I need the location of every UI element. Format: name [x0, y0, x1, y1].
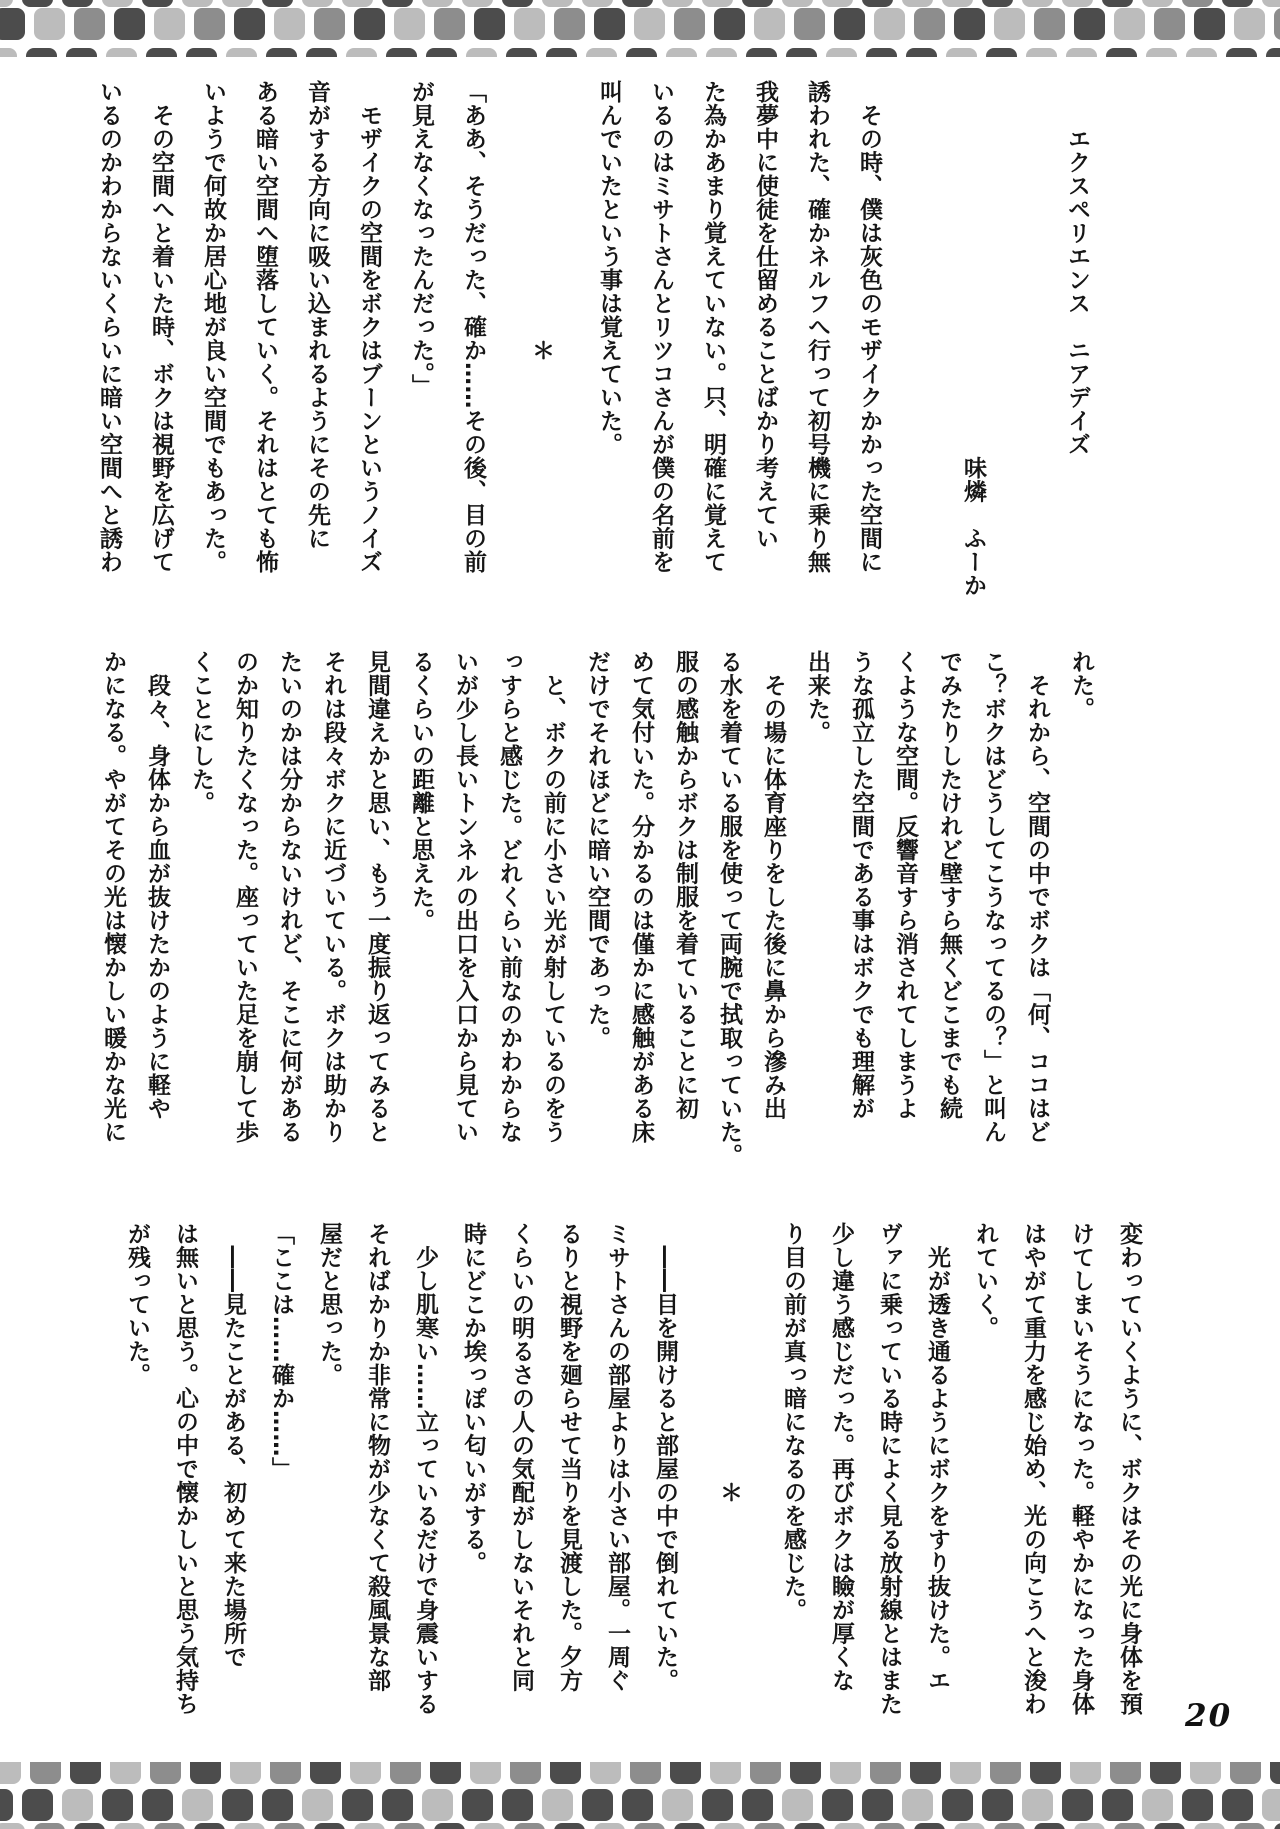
text-column: 「ここは……確か……」 [268, 1222, 294, 1481]
mosaic-tile [990, 1762, 1021, 1784]
mosaic-tile [714, 1823, 745, 1829]
text-column: いるのはミサトさんとリツコさんが僕の名前を [648, 80, 674, 574]
text-column: が見えなくなったんだった。」 [408, 80, 434, 398]
mosaic-tile [546, 48, 577, 57]
mosaic-tile [382, 0, 413, 7]
mosaic-tile [674, 1823, 705, 1829]
mosaic-tile [702, 1789, 733, 1821]
mosaic-tile [194, 1823, 225, 1829]
mosaic-tile [986, 48, 1017, 57]
mosaic-tile [182, 0, 213, 7]
text-column: ヴァに乗っている時によく見る放射線とはまた [876, 1222, 902, 1716]
mosaic-tile [1262, 0, 1280, 7]
mosaic-tile [1030, 1762, 1061, 1784]
text-column: 出来た。 [804, 650, 830, 744]
mosaic-tile [702, 0, 733, 7]
mosaic-tile [746, 48, 777, 57]
mosaic-tile [342, 1789, 373, 1821]
text-column: のか知りたくなった。座っていた足を崩して歩 [232, 650, 258, 1144]
text-column: れた。 [1068, 650, 1094, 721]
mosaic-tile [1142, 0, 1173, 7]
bottom-mosaic-border [0, 1762, 1280, 1829]
mosaic-tile [750, 1762, 781, 1784]
mosaic-tile [1226, 48, 1257, 57]
text-column: たいのかは分からないけれど、そこに何がある [276, 650, 302, 1144]
mosaic-tile [622, 0, 653, 7]
text-column: めて気付いた。分かるのは僅かに感触がある床 [628, 650, 654, 1144]
mosaic-tile [914, 8, 945, 40]
page-number: 20 [1185, 1698, 1233, 1734]
mosaic-tile [474, 8, 505, 40]
mosaic-tile [0, 1823, 25, 1829]
mosaic-row [0, 1823, 1280, 1829]
mosaic-tile [194, 8, 225, 40]
mosaic-tile [462, 0, 493, 7]
mosaic-tile [394, 8, 425, 40]
mosaic-tile [742, 0, 773, 7]
text-column: 服の感触からボクは制服を着ていることに初 [672, 650, 698, 1120]
text-column: り目の前が真っ暗になるのを感じた。 [780, 1222, 806, 1622]
mosaic-tile [62, 0, 93, 7]
text-band-bottom [113, 1222, 1153, 1752]
text-column: いが少し長いトンネルの出口を入口から見てい [452, 650, 478, 1144]
mosaic-tile [514, 8, 545, 40]
mosaic-tile [502, 1789, 533, 1821]
mosaic-tile [430, 1762, 461, 1784]
text-column: ――見たことがある、初めて来た場所で [220, 1222, 246, 1669]
text-column: 時にどこか埃っぽい匂いがする。 [460, 1222, 486, 1575]
mosaic-tile [594, 1823, 625, 1829]
mosaic-tile [586, 48, 617, 57]
mosaic-tile [542, 0, 573, 7]
mosaic-tile [590, 1762, 621, 1784]
mosaic-tile [1190, 1762, 1221, 1784]
text-column: そればかりか非常に物が少なくて殺風景な部 [364, 1222, 390, 1692]
mosaic-tile [466, 48, 497, 57]
mosaic-tile [1270, 1762, 1280, 1784]
mosaic-tile [946, 48, 977, 57]
mosaic-tile [342, 0, 373, 7]
mosaic-tile [982, 1789, 1013, 1821]
mosaic-tile [150, 1762, 181, 1784]
mosaic-tile [1110, 1762, 1141, 1784]
mosaic-tile [942, 0, 973, 7]
mosaic-tile [146, 48, 177, 57]
mosaic-tile [954, 8, 985, 40]
text-column: くらいの明るさの人の気配がしないそれと同 [508, 1222, 534, 1692]
mosaic-tile [394, 1823, 425, 1829]
mosaic-tile [354, 1823, 385, 1829]
section-separator: ＊ [716, 1222, 742, 1504]
mosaic-tile [302, 0, 333, 7]
mosaic-tile [1222, 0, 1253, 7]
mosaic-tile [834, 8, 865, 40]
mosaic-tile [670, 1762, 701, 1784]
mosaic-tile [102, 1789, 133, 1821]
mosaic-tile [582, 1789, 613, 1821]
mosaic-tile [914, 1823, 945, 1829]
mosaic-tile [1266, 48, 1280, 57]
text-column: 誘われた、確かネルフへ行って初号機に乗り無 [804, 80, 830, 574]
mosaic-tile [470, 1762, 501, 1784]
text-column: ――目を開けると部屋の中で倒れていた。 [652, 1222, 678, 1692]
text-column: エクスペリエンス ニアデイズ [1064, 80, 1090, 456]
text-column: くような空間。反響音すら消されてしまうよ [892, 650, 918, 1120]
mosaic-row [0, 8, 1280, 40]
text-column: うな孤立した空間である事はボクでも理解が [848, 650, 874, 1120]
mosaic-tile [0, 0, 13, 7]
mosaic-tile [142, 0, 173, 7]
mosaic-tile [66, 48, 97, 57]
text-column: るくらいの距離と思えた。 [408, 650, 434, 932]
mosaic-tile [662, 0, 693, 7]
mosaic-tile [474, 1823, 505, 1829]
mosaic-tile [346, 48, 377, 57]
mosaic-tile [1274, 8, 1280, 40]
mosaic-row [0, 48, 1280, 57]
mosaic-tile [1194, 8, 1225, 40]
mosaic-row [0, 0, 1280, 7]
mosaic-tile [1154, 1823, 1185, 1829]
mosaic-tile [350, 1762, 381, 1784]
text-band-middle [91, 650, 1103, 1180]
mosaic-tile [866, 48, 897, 57]
text-column: けてしまいそうになった。軽やかになった身体 [1068, 1222, 1094, 1716]
mosaic-tile [594, 8, 625, 40]
mosaic-tile [1154, 8, 1185, 40]
text-column: 味燐 ふーか [960, 80, 986, 597]
mosaic-tile [34, 1823, 65, 1829]
text-column: 音がする方向に吸い込まれるようにその先に [304, 80, 330, 550]
mosaic-tile [1194, 1823, 1225, 1829]
mosaic-tile [1066, 48, 1097, 57]
text-column [895, 80, 947, 620]
text-column: その空間へと着いた時、ボクは視野を広げて [148, 80, 174, 574]
mosaic-tile [742, 1789, 773, 1821]
mosaic-tile [634, 1823, 665, 1829]
mosaic-tile [314, 8, 345, 40]
mosaic-tile [1102, 1789, 1133, 1821]
text-column: 我夢中に使徒を仕留めることばかり考えてい [752, 80, 778, 550]
mosaic-tile [550, 1762, 581, 1784]
mosaic-tile [662, 1789, 693, 1821]
mosaic-tile [142, 1789, 173, 1821]
mosaic-tile [514, 1823, 545, 1829]
mosaic-tile [22, 1789, 53, 1821]
mosaic-tile [0, 1762, 21, 1784]
mosaic-tile [70, 1762, 101, 1784]
mosaic-tile [706, 48, 737, 57]
mosaic-tile [554, 1823, 585, 1829]
mosaic-tile [754, 1823, 785, 1829]
mosaic-tile [386, 48, 417, 57]
text-column: それは段々ボクに近づいている。ボクは助かり [320, 650, 346, 1144]
mosaic-tile [1062, 0, 1093, 7]
text-column: その時、僕は灰色のモザイクかかった空間に [856, 80, 882, 574]
mosaic-tile [910, 1762, 941, 1784]
mosaic-tile [422, 0, 453, 7]
text-column: ある暗い空間へ堕落していく。それはとても怖 [252, 80, 278, 574]
text-column: だけでそれほどに暗い空間であった。 [584, 650, 610, 1050]
text-column: る水を着ている服を使って両腕で拭取っていた。 [716, 650, 742, 1167]
mosaic-tile [1182, 1789, 1213, 1821]
mosaic-tile [710, 1762, 741, 1784]
mosaic-tile [902, 1789, 933, 1821]
text-band-top [83, 80, 1103, 620]
mosaic-tile [822, 1789, 853, 1821]
mosaic-tile [354, 8, 385, 40]
mosaic-tile [22, 0, 53, 7]
mosaic-tile [1022, 0, 1053, 7]
text-column: ミサトさんの部屋よりは小さい部屋。一周ぐ [604, 1222, 630, 1692]
mosaic-tile [954, 1823, 985, 1829]
mosaic-tile [830, 1762, 861, 1784]
text-column: 見間違えかと思い、もう一度振り返ってみると [364, 650, 390, 1144]
mosaic-tile [870, 1762, 901, 1784]
mosaic-tile [34, 8, 65, 40]
mosaic-tile [182, 1789, 213, 1821]
mosaic-tile [222, 0, 253, 7]
mosaic-tile [1222, 1789, 1253, 1821]
mosaic-tile [554, 8, 585, 40]
mosaic-tile [230, 1762, 261, 1784]
top-mosaic-border [0, 0, 1280, 57]
mosaic-tile [510, 1762, 541, 1784]
mosaic-tile [1182, 0, 1213, 7]
mosaic-tile [274, 1823, 305, 1829]
mosaic-tile [462, 1789, 493, 1821]
mosaic-tile [942, 1789, 973, 1821]
text-column [999, 80, 1051, 620]
mosaic-tile [794, 8, 825, 40]
mosaic-tile [626, 48, 657, 57]
mosaic-tile [1026, 48, 1057, 57]
text-column: た為かあまり覚えていない。只、明確に覚えて [700, 80, 726, 574]
text-column: こ？ボクはどうしてこうなってるの？」と叫ん [980, 650, 1006, 1144]
mosaic-tile [1230, 1762, 1261, 1784]
mosaic-tile [390, 1762, 421, 1784]
mosaic-tile [1022, 1789, 1053, 1821]
mosaic-tile [154, 1823, 185, 1829]
text-column: 少し肌寒い……立っているだけで身震いする [412, 1222, 438, 1716]
mosaic-tile [1114, 1823, 1145, 1829]
mosaic-tile [0, 8, 25, 40]
mosaic-tile [630, 1762, 661, 1784]
mosaic-tile [154, 8, 185, 40]
text-column: るりと視野を廻らせて当りを見渡した。夕方 [556, 1222, 582, 1692]
mosaic-tile [314, 1823, 345, 1829]
mosaic-row [0, 1762, 1280, 1784]
mosaic-tile [62, 1789, 93, 1821]
mosaic-tile [634, 8, 665, 40]
text-column: 変わっていくように、ボクはその光に身体を預 [1116, 1222, 1142, 1716]
mosaic-tile [982, 0, 1013, 7]
mosaic-tile [1034, 8, 1065, 40]
mosaic-tile [266, 48, 297, 57]
mosaic-tile [226, 48, 257, 57]
mosaic-tile [74, 1823, 105, 1829]
mosaic-tile [306, 48, 337, 57]
text-column: くことにした。 [188, 650, 214, 815]
mosaic-tile [1034, 1823, 1065, 1829]
section-separator: ＊ [528, 80, 554, 362]
text-column: っすらと感じた。どれくらい前なのかわからな [496, 650, 522, 1144]
mosaic-tile [950, 1762, 981, 1784]
mosaic-tile [1102, 0, 1133, 7]
mosaic-tile [1234, 8, 1265, 40]
mosaic-tile [434, 1823, 465, 1829]
mosaic-tile [994, 8, 1025, 40]
text-column: 「ああ、そうだった、確か……その後、目の前 [460, 80, 486, 574]
text-column: いようで何故か居心地が良い空間でもあった。 [200, 80, 226, 574]
mosaic-tile [542, 1789, 573, 1821]
mosaic-tile [794, 1823, 825, 1829]
text-column: いるのかわからないくらいに暗い空間へと誘わ [96, 80, 122, 574]
mosaic-tile [114, 8, 145, 40]
mosaic-tile [102, 0, 133, 7]
mosaic-tile [906, 48, 937, 57]
text-column: それから、空間の中でボクは「何、ココはど [1024, 650, 1050, 1144]
mosaic-tile [834, 1823, 865, 1829]
mosaic-tile [310, 1762, 341, 1784]
text-column: れていく。 [972, 1222, 998, 1340]
mosaic-tile [26, 48, 57, 57]
text-column: その場に体育座りをした後に鼻から滲み出 [760, 650, 786, 1120]
mosaic-tile [74, 8, 105, 40]
mosaic-tile [302, 1789, 333, 1821]
mosaic-tile [902, 0, 933, 7]
mosaic-tile [666, 48, 697, 57]
text-column: 屋だと思った。 [316, 1222, 342, 1387]
mosaic-tile [422, 1789, 453, 1821]
mosaic-tile [426, 48, 457, 57]
text-column: はやがて重力を感じ始め、光の向こうへと浚わ [1020, 1222, 1046, 1716]
mosaic-tile [1106, 48, 1137, 57]
mosaic-tile [382, 1789, 413, 1821]
mosaic-tile [790, 1762, 821, 1784]
mosaic-tile [786, 48, 817, 57]
mosaic-tile [1146, 48, 1177, 57]
mosaic-tile [186, 48, 217, 57]
mosaic-tile [1114, 8, 1145, 40]
text-column: 少し違う感じだった。再びボクは瞼が厚くな [828, 1222, 854, 1692]
mosaic-tile [1062, 1789, 1093, 1821]
mosaic-tile [874, 1823, 905, 1829]
mosaic-tile [0, 48, 17, 57]
mosaic-tile [114, 1823, 145, 1829]
mosaic-tile [234, 8, 265, 40]
mosaic-tile [234, 1823, 265, 1829]
text-column: でみたりしたけれど壁すら無くどこまでも続 [936, 650, 962, 1120]
mosaic-tile [1274, 1823, 1280, 1829]
mosaic-tile [582, 0, 613, 7]
mosaic-tile [862, 1789, 893, 1821]
mosaic-tile [434, 8, 465, 40]
mosaic-tile [262, 1789, 293, 1821]
text-column: かになる。やがてその光は懐かしい暖かな光に [100, 650, 126, 1144]
mosaic-tile [862, 0, 893, 7]
mosaic-tile [1074, 8, 1105, 40]
text-column: モザイクの空間をボクはブーンというノイズ [356, 80, 382, 574]
mosaic-tile [1074, 1823, 1105, 1829]
text-column: は無いと思う。心の中で懐かしいと思う気持ち [172, 1222, 198, 1716]
text-column: が残っていた。 [124, 1222, 150, 1387]
mosaic-tile [502, 0, 533, 7]
mosaic-tile [1262, 1789, 1280, 1821]
mosaic-tile [30, 1762, 61, 1784]
mosaic-tile [754, 8, 785, 40]
mosaic-tile [994, 1823, 1025, 1829]
text-column: と、ボクの前に小さい光が射しているのをう [540, 650, 566, 1144]
mosaic-tile [622, 1789, 653, 1821]
mosaic-tile [274, 8, 305, 40]
text-column: 叫んでいたという事は覚えていた。 [596, 80, 622, 456]
mosaic-tile [1142, 1789, 1173, 1821]
mosaic-row [0, 1789, 1280, 1821]
mosaic-tile [106, 48, 137, 57]
mosaic-tile [190, 1762, 221, 1784]
mosaic-tile [674, 8, 705, 40]
mosaic-tile [110, 1762, 141, 1784]
mosaic-tile [782, 1789, 813, 1821]
text-column: 光が透き通るようにボクをすり抜けた。エ [924, 1222, 950, 1692]
mosaic-tile [782, 0, 813, 7]
text-column: 段々、身体から血が抜けたかのように軽や [144, 650, 170, 1120]
mosaic-tile [1186, 48, 1217, 57]
mosaic-tile [826, 48, 857, 57]
mosaic-tile [262, 0, 293, 7]
mosaic-tile [1234, 1823, 1265, 1829]
mosaic-tile [1150, 1762, 1181, 1784]
mosaic-tile [506, 48, 537, 57]
mosaic-tile [822, 0, 853, 7]
mosaic-tile [874, 8, 905, 40]
mosaic-tile [1070, 1762, 1101, 1784]
mosaic-tile [714, 8, 745, 40]
mosaic-tile [0, 1789, 13, 1821]
mosaic-tile [222, 1789, 253, 1821]
mosaic-tile [270, 1762, 301, 1784]
